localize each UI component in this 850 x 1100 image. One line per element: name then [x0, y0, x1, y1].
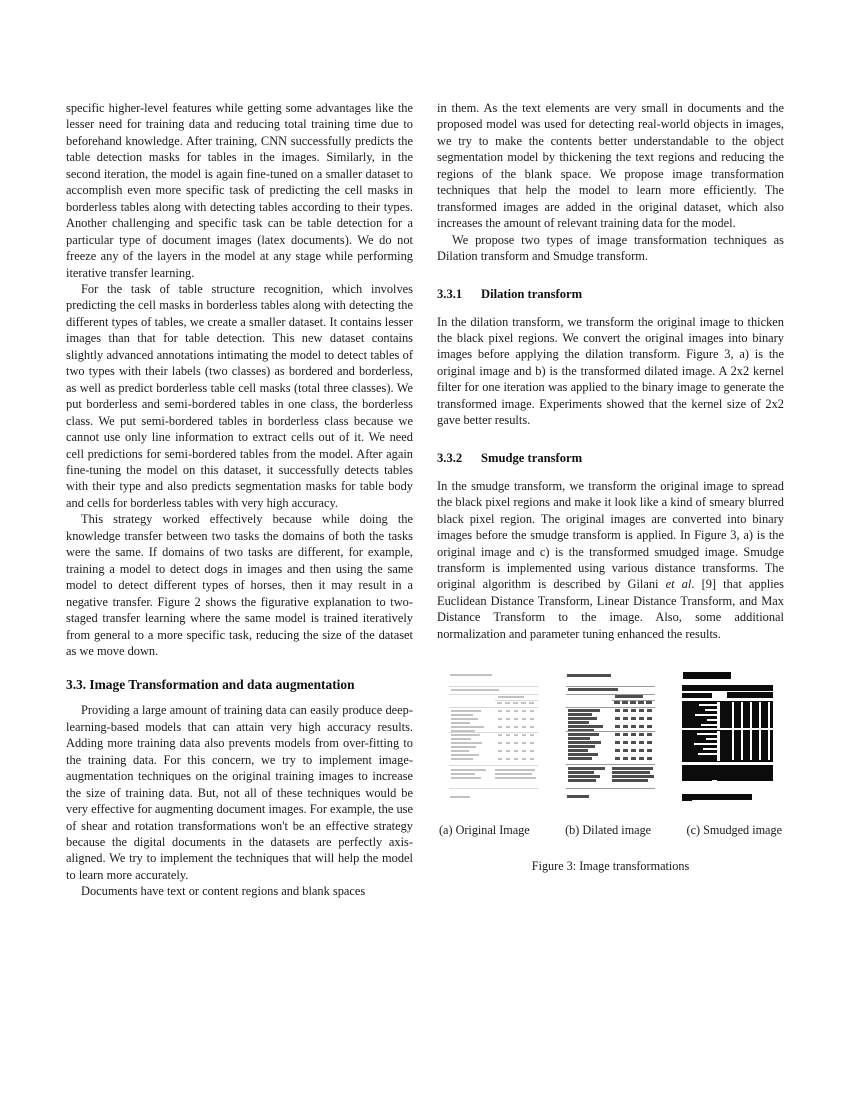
subcaption-a: (a) Original Image — [439, 823, 530, 838]
smudged-document-thumbnail — [677, 666, 778, 809]
right-column — [437, 100, 784, 900]
subsection-number: 3.3.2 — [437, 450, 463, 465]
paragraph-text-elements: in them. As the text elements are very small in documents and the proposed model was used for detecting real-world objects in images, we try to make the contents better understandable to the object segmentation model by thickening the text regions and reducing the regions of the blank space. We propose image transformation techniques that help the model to learn more efficiently. The transformed images are added in the original dataset, which also increases the amount of relevant training data for the model. — [437, 101, 784, 231]
subcaption-b: (b) Dilated image — [565, 823, 652, 838]
subsection-heading-3-3-1 — [437, 286, 784, 302]
figure-subcaptions — [437, 823, 784, 838]
citation-author-italic: et al — [665, 577, 692, 592]
subsection-title: Dilation transform — [481, 286, 583, 301]
paragraph-smudge-body — [437, 478, 784, 643]
smudge-text-part-1: In the smudge transform, we transform the original image to spread the black pixel regions and make it look like a kind of smeary blurred black pixel region. The original images are converted into binary images before the smudge transform is applied. In Figure 3, a) is the original image and c) is the transformed smudged image. Smudge transform is implemented using various distance transforms. The original algorithm is described by Gilani — [437, 478, 784, 592]
left-column — [66, 100, 413, 900]
two-column-body — [66, 100, 784, 900]
subsection-title: Smudge transform — [481, 450, 583, 465]
subsection-number: 3.3.1 — [437, 286, 463, 301]
original-document-thumbnail — [443, 666, 544, 809]
section-heading-3-3: 3.3. Image Transformation and data augmentation — [66, 677, 355, 693]
paragraph-two-types: We propose two types of image transformation techniques as Dilation transform and Smudge transform. — [437, 232, 784, 264]
subsection-heading-3-3-2 — [437, 450, 784, 466]
figure-3 — [437, 666, 784, 874]
paragraph-transfer-strategy: This strategy worked effectively because while doing the knowledge transfer between two tasks the domains of both the tasks were the same. If domains of two tasks are different, for example, training a model to detect dogs in images and then using the same model to detect different types of horses, then it may result in a negative transfer. Figure 2 shows the figurative explanation to two-staged transfer learning where the same model is trained iteratively from general to a more specific task, reducing the size of the dataset as we move down. — [66, 512, 413, 658]
paragraph-augmentation: Providing a large amount of training data can easily produce deep-learning-based models that can attain very high accuracy results. Adding more training data also prevents models from over-fitting to the training data. For this concern, we try to implement image-augmentation techniques on the original training images to increase the size of training data. But, not all of these techniques would be very effective for augmenting document images. For example, the use of shear and rotation transformations won't be an effective strategy because the digital documents in the datasets are perfectly axis-aligned. We try to implement the techniques that will help the model to learn more accurately. — [66, 703, 413, 882]
paragraph-documents-blank-spaces: Documents have text or content regions and blank spaces — [81, 884, 366, 899]
subcaption-c: (c) Smudged image — [686, 823, 782, 838]
paragraph-dilation-body: In the dilation transform, we transform the original image to thicken the black pixel regions. We convert the original images into binary images before applying the dilation transform. Figure 3, a) is the original image and b) is the transformed dilated image. A 2x2 kernel filter for one iteration was applied to the binary image to generate the transformed image. Experiments showed that the kernel size of 2x2 gave better results. — [437, 314, 784, 428]
dilated-document-thumbnail — [560, 666, 661, 809]
paragraph-table-structure: For the task of table structure recognition, which involves predicting the cell masks in borderless tables along with detecting the different types of tables, we create a smaller dataset. It contains lesser images than that for table detection. This new dataset contains slightly advanced annotations intimating the model to detect tables of two types with their labels (two classes) as bordered and borderless, as well as predict borderless table cell masks (total three classes). We put borderless and semi-bordered tables in one class, the borderless class. We put semi-bordered tables in borderless class because we cannot use only line information to extract cells out of it. We need cell predictions for semi-bordered tables from the model. After again fine-tuning the model on this dataset, it successfully detects tables with their type and also predicts segmentation masks for table body and cells for borderless tables with very high accuracy. — [66, 281, 413, 510]
paragraph-continuation: specific higher-level features while getting some advantages like the lesser need for training data and reducing total training time due to beforehand knowledge. After training, CNN successfully predicts the table detection masks for tables in the images. Similarly, in the second iteration, the model is again fine-tuned on a smaller dataset to accomplish even more specific task of predicting the cell masks in borderless tables along with detecting tables according to their types. Another challenging and specific task can be table detection for a particular type of document images (latex documents). We do not freeze any of the layers in the model at any stage while performing iterative transfer learning. — [66, 101, 413, 280]
figure-caption: Figure 3: Image transformations — [531, 859, 690, 874]
smudge-text-part-2: . [9] that applies Euclidean Distance Transform, Linear Distance Transform, and Max Distance Transform to the image. Also, some additional normalization and parameter tuning enhanced the results. — [437, 577, 784, 641]
figure-thumbnail-row — [437, 666, 784, 809]
